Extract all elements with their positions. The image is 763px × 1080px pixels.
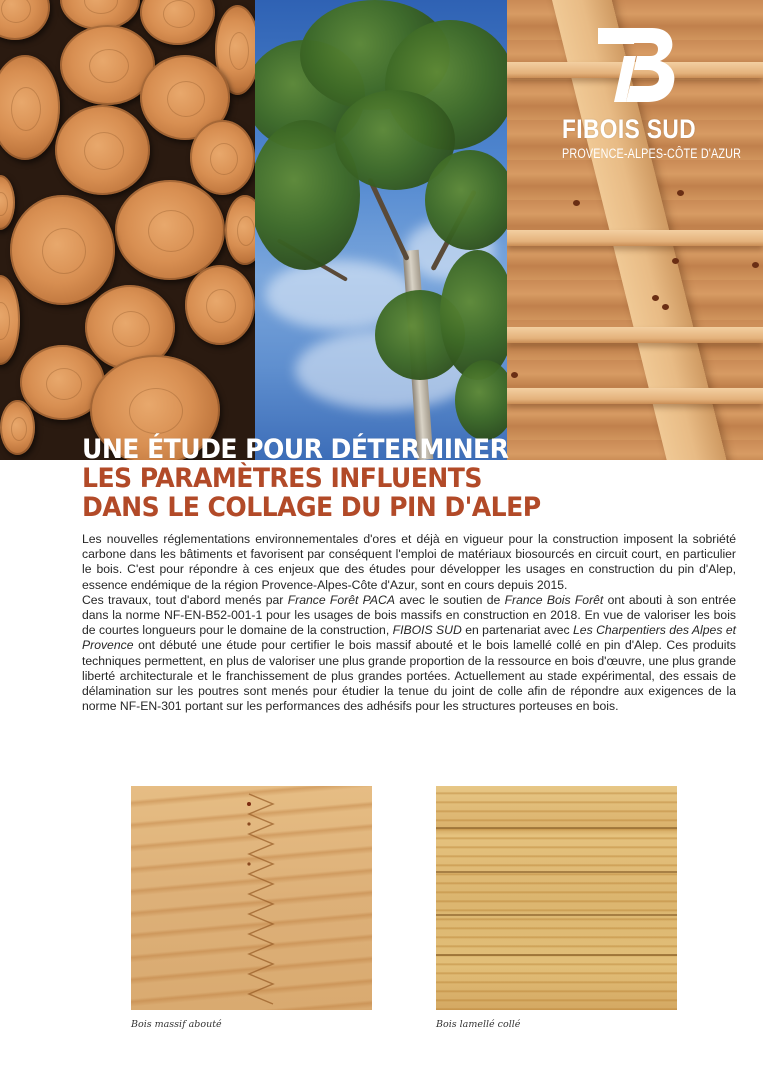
org-france-foret-paca: France Forêt PACA xyxy=(287,592,395,607)
figure-bois-lamelle-colle xyxy=(436,786,677,1030)
hero-photo-strip xyxy=(0,0,763,460)
title-line-3: DANS LE COLLAGE DU PIN D'ALEP xyxy=(82,492,541,523)
org-fibois-sud: FIBOIS SUD xyxy=(392,623,462,638)
glulam-wood-photo xyxy=(436,786,677,1010)
fibois-logo-mark-icon xyxy=(598,26,678,104)
figure-bois-massif-aboute xyxy=(131,786,372,1030)
text-run: ont débuté une étude pour certifier le bois massif abouté et le bois lamellé collé en pin d'Alep. Ces produits techniques permettent, en plus de valoriser une plus grande proportion de la ressource en bois d'œuvre, une plus grande liberté architecturale et le franchissement de plus grandes portées. Actuellement au stade expérimental, des essais de délamination sur les poutres sont menés pour étudier la tenue du joint de colle afin de répondre aux exigences de la norme NF-EN-301 portant sur les performances des adhésifs pour les structures porteuses en bois. xyxy=(82,638,736,714)
org-france-bois-foret: France Bois Forêt xyxy=(504,592,604,607)
article-body xyxy=(82,532,736,714)
text-run: ont abouti à son entrée dans la norme NF-EN-B52-001-1 pour les usages de bois massifs en construction en 2018. En vue de valoriser les bois de courtes longueurs pour le domaine de la construction, xyxy=(82,592,736,638)
paragraph-1: Les nouvelles réglementations environnementales d'ores et déjà en vigueur pour la construction imposent la sobriété carbone dans les bâtiments et favorisent par conséquent l'emploi de matériaux biosourcés en circuit court, en particulier le bois. C'est pour répondre à ces enjeux que des études pour développer les usages en construction du pin d'Alep, essence endémique de la région Provence-Alpes-Côte d'Azur, sont en cours depuis 2015. xyxy=(82,532,736,592)
title-line-1: UNE ÉTUDE POUR DÉTERMINER xyxy=(82,434,509,465)
aleppo-pine-tree-photo xyxy=(255,0,507,460)
title-line-2: LES PARAMÈTRES INFLUENTS xyxy=(82,463,482,494)
org-charpentiers-alpes-provence: Les Charpentiers des Alpes et Provence xyxy=(82,623,736,653)
figure-caption: Bois massif abouté xyxy=(131,1019,222,1030)
finger-jointed-wood-photo xyxy=(131,786,372,1010)
paragraph-2 xyxy=(82,593,736,715)
stacked-logs-photo xyxy=(0,0,255,460)
logo-name: FIBOIS SUD xyxy=(562,114,696,144)
finger-joint-pattern xyxy=(243,786,283,1010)
logo-region: PROVENCE-ALPES-CÔTE D'AZUR xyxy=(562,146,742,161)
text-run: en partenariat avec xyxy=(461,623,574,638)
text-run: avec le soutien de xyxy=(394,592,505,607)
article-title xyxy=(82,435,702,522)
text-run: Ces travaux, tout d'abord menés par xyxy=(82,592,288,607)
figure-caption: Bois lamellé collé xyxy=(436,1019,521,1030)
